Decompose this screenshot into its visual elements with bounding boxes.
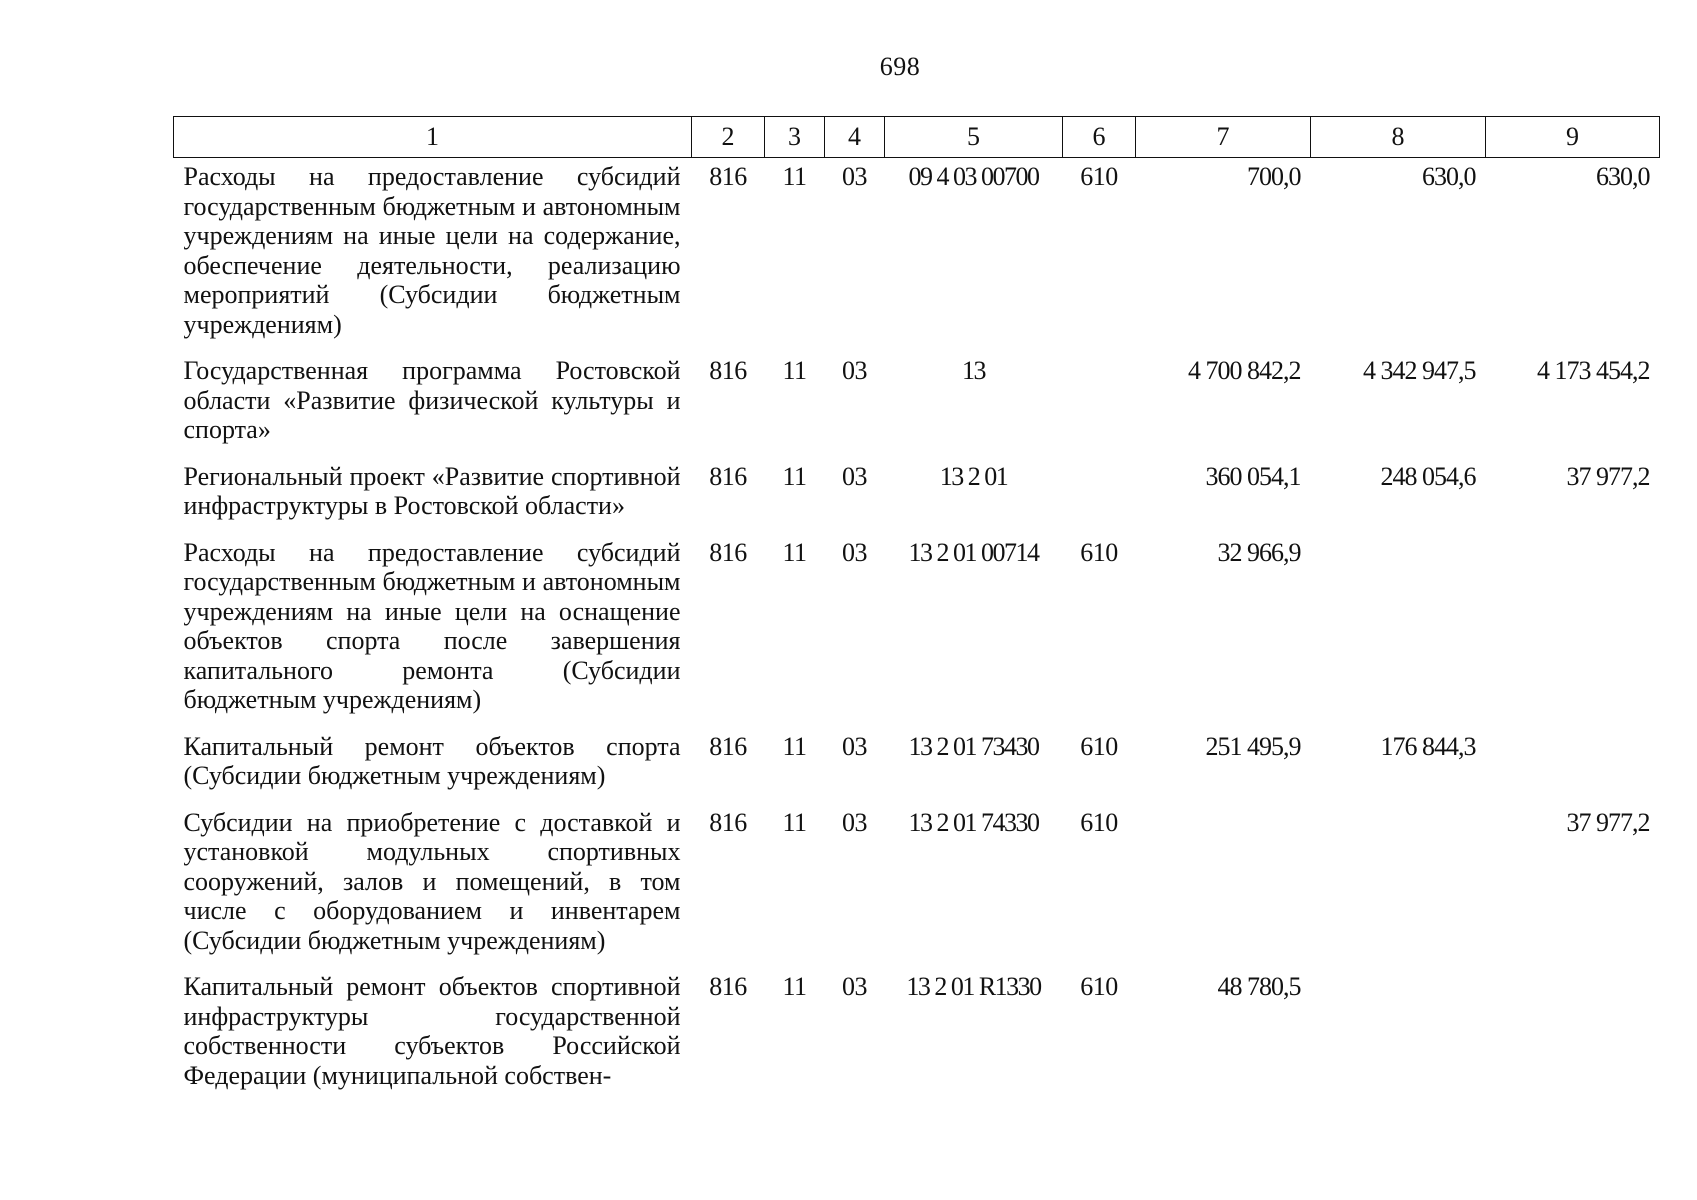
amount-col-9 (1486, 531, 1660, 725)
ministry-code: 816 (709, 461, 747, 491)
amount-col-8: 248 054,6 (1380, 461, 1476, 491)
column-header-1: 1 (174, 117, 692, 158)
amount-col-9 (1486, 965, 1660, 1100)
section-code: 11 (782, 807, 807, 837)
amount-col-7: 48 780,5 (1217, 972, 1301, 1001)
column-header-8: 8 (1311, 117, 1486, 158)
amount-col-7: 4 700 842,2 (1188, 356, 1301, 385)
table-row (174, 455, 1660, 531)
ministry-code: 816 (709, 972, 747, 1001)
amount-col-8 (1311, 531, 1486, 725)
expense-type-code: 610 (1080, 162, 1118, 191)
subsection-code: 03 (842, 731, 867, 761)
target-article-code: 13 (962, 356, 985, 385)
expense-type-code (1063, 455, 1136, 531)
expense-type-code: 610 (1080, 807, 1118, 837)
amount-col-7: 700,0 (1247, 162, 1301, 191)
section-code: 11 (782, 537, 807, 567)
expense-type-code: 610 (1080, 537, 1118, 567)
column-header-4: 4 (825, 117, 885, 158)
amount-col-8: 4 342 947,5 (1363, 356, 1476, 385)
expense-name: Капитальный ремонт объектов спорта (Субсидии бюджетным учреждениям) (183, 731, 681, 790)
ministry-code: 816 (709, 731, 747, 761)
amount-col-7 (1136, 801, 1311, 966)
expense-name: Расходы на предоставление субсидий государственным бюджетным и автономным учреждениям на иные цели на содержание, обеспечение деятельности, реализацию мероприятий (Субсидии бюджетным учреждениям) (183, 162, 681, 339)
expense-name: Расходы на предоставление субсидий государственным бюджетным и автономным учреждениям на иные цели на оснащение объектов спорта после завершения капитального ремонта (Субсидии бюджетным учреждениям) (183, 537, 681, 714)
expense-name: Региональный проект «Развитие спортивной инфраструктуры в Ростовской области» (183, 461, 681, 520)
target-article-code: 13 2 01 R1330 (906, 972, 1041, 1001)
page-number: 698 (879, 52, 921, 81)
budget-table (173, 116, 1660, 1100)
amount-col-9 (1486, 725, 1660, 801)
ministry-code: 816 (709, 162, 747, 191)
table-row (174, 158, 1660, 350)
expense-name: Капитальный ремонт объектов спортивной инфраструктуры государственной собственности субъектов Российской Федерации (муниципальной собствен- (183, 972, 681, 1090)
ministry-code: 816 (709, 356, 747, 385)
subsection-code: 03 (842, 807, 867, 837)
amount-col-9: 37 977,2 (1566, 461, 1650, 491)
amount-col-9: 4 173 454,2 (1537, 356, 1650, 385)
section-code: 11 (782, 731, 807, 761)
amount-col-7: 360 054,1 (1205, 461, 1301, 491)
subsection-code: 03 (842, 356, 867, 385)
subsection-code: 03 (842, 972, 867, 1001)
table-row (174, 725, 1660, 801)
amount-col-7: 32 966,9 (1217, 537, 1301, 567)
subsection-code: 03 (842, 162, 867, 191)
amount-col-7: 251 495,9 (1205, 731, 1301, 761)
expense-type-code: 610 (1080, 972, 1118, 1001)
table-row (174, 965, 1660, 1100)
column-header-6: 6 (1063, 117, 1136, 158)
expense-type-code (1063, 349, 1136, 455)
target-article-code: 13 2 01 (939, 461, 1008, 491)
amount-col-8 (1311, 801, 1486, 966)
amount-col-8: 630,0 (1422, 162, 1476, 191)
amount-col-9: 630,0 (1596, 162, 1650, 191)
column-header-2: 2 (692, 117, 765, 158)
target-article-code: 13 2 01 74330 (908, 807, 1039, 837)
expense-name: Субсидии на приобретение с доставкой и установкой модульных спортивных сооружений, залов и помещений, в том числе с оборудованием и инвентарем (Субсидии бюджетным учреждениям) (183, 807, 681, 955)
section-code: 11 (782, 972, 807, 1001)
ministry-code: 816 (709, 807, 747, 837)
expense-type-code: 610 (1080, 731, 1118, 761)
subsection-code: 03 (842, 461, 867, 491)
target-article-code: 13 2 01 00714 (908, 537, 1039, 567)
section-code: 11 (782, 461, 807, 491)
target-article-code: 09 4 03 00700 (908, 162, 1039, 191)
column-header-5: 5 (885, 117, 1063, 158)
amount-col-8 (1311, 965, 1486, 1100)
table-row (174, 531, 1660, 725)
table-row (174, 349, 1660, 455)
table-row (174, 801, 1660, 966)
target-article-code: 13 2 01 73430 (908, 731, 1039, 761)
header-row (174, 117, 1660, 158)
amount-col-8: 176 844,3 (1380, 731, 1476, 761)
column-header-7: 7 (1136, 117, 1311, 158)
expense-name: Государственная программа Ростовской области «Развитие физической культуры и спорта» (183, 356, 681, 444)
ministry-code: 816 (709, 537, 747, 567)
subsection-code: 03 (842, 537, 867, 567)
column-header-3: 3 (765, 117, 825, 158)
section-code: 11 (782, 162, 807, 191)
section-code: 11 (782, 356, 807, 385)
column-header-9: 9 (1486, 117, 1660, 158)
amount-col-9: 37 977,2 (1566, 807, 1650, 837)
